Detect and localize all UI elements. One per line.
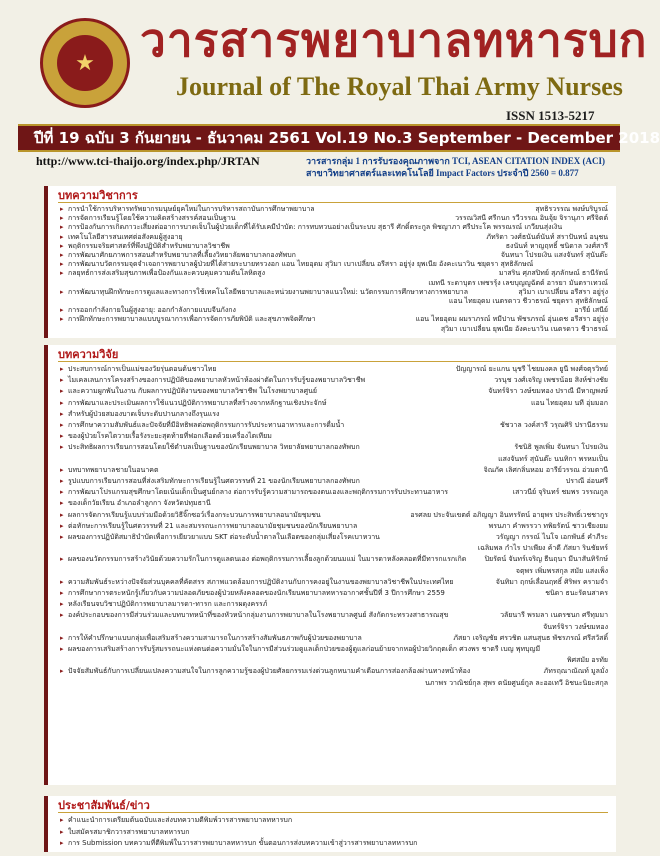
item-title: ▸ การจัดการเรียนรู้โดยใช้ความคิดสร้างสรรค์สอนเป็นฐาน: [68, 214, 236, 223]
academic-article-item: [60, 269, 608, 278]
item-authors-continued: แอน ไทยอุดม เนตรดาว ชีวาธรณ์ ชยุดรา สุทธิลักษณ์: [448, 297, 608, 306]
item-title: ▸ ประสบการณ์การเป็นแม่ของวัยรุ่นตอนต้นชาวไทย: [68, 365, 217, 373]
research-article-item: [60, 431, 608, 442]
item-title: ▸ ผลของนวัตกรรมการสร้างวินัยด้วยความรักในการดูแลตนเอง ต่อพฤติกรรมการเลี้ยงลูกด้วยนมแม่ ในมารดาหลังคลอดที่มีทารกแรกเกิด: [68, 555, 467, 564]
research-article-item: [60, 599, 608, 610]
item-title: ▸ หลังเรียนจบวิชาปฏิบัติการพยาบาลมารดา-ทารก และการผดุงครรภ์: [68, 600, 268, 609]
item-title: ▸ กลยุทธ์การส่งเสริมสุขภาพเพื่อป้องกันและควบคุมความดันโลหิตสูง: [68, 269, 265, 278]
item-title: ▸ ของผู้ป่วยโรคไตวายเรื้อรังระยะสุดท้ายที่ฟอกเลือดด้วยเครื่องไตเทียม: [68, 432, 272, 441]
item-authors: จันทนา โปรยเงิน แสงจันทร์ สุนันต๊ะ: [500, 251, 608, 260]
news-item: [60, 838, 608, 850]
item-title: ▸ ประสิทธิผลการเรียนการสอนโดยใช้ตำบลเป็นฐานของนักเรียนพยาบาล วิทยาลัยพยาบาลกองทัพบก: [68, 443, 360, 452]
item-authors: [602, 838, 608, 850]
issue-info: ปีที่ 19 ฉบับ 3 กันยายน - ธันวาคม 2561 Vol.19 No.3 September - December 2018: [34, 129, 660, 147]
research-article-item: [60, 420, 608, 431]
item-authors: [602, 431, 608, 442]
item-title: ▸ การออกกำลังกายในผู้สูงอายุ: ออกกำลังกายแบบจีนกังกง: [68, 306, 236, 315]
item-title: ▸ ผลของการเสริมสร้างการรับรู้สมรรถนะแห่งตนต่อความมั่นใจในการมีส่วนร่วมดูแลเด็กป่วยของผู้ดูแลก่อนย้ายจากหอผู้ป่วยวิกฤตเด็ก ศวงพร ชาตรี เบญ พุทบุญมี: [68, 645, 541, 654]
item-authors: ชนิดา ธนะรัตนสาคร: [545, 589, 608, 598]
item-authors: ปิยรัตน์ จันทร์เจริญ ธีนฤนา มีนาสันทิรักษ์: [484, 555, 608, 564]
item-authors: ภัสยา เจริญชัย ศรวชิต แสนสุนธ พัชรภรณ์ ศรีสวัสดิ์: [453, 633, 608, 642]
item-title: ▸ รูปแบบการเรียนการสอนที่ส่งเสริมทักษะการเรียนรู้ในศตวรรษที่ 21 ของนักเรียนพยาบาลกองทัพบก: [68, 477, 360, 486]
item-authors: ชัชวาล วงค์สารี วรุณศิริ ปรานีธรรม: [499, 421, 608, 430]
research-article-item: [60, 554, 608, 565]
item-title: ▸ เทคโนโลยีสารสนเทศต่อสังคมผู้สูงอายุ: [68, 232, 183, 241]
item-authors: ปัญญารณ์ ยะแกน นุชรี ไชยมงคล ยูนี พงศ์จตุรวิทย์: [455, 365, 608, 373]
research-article-item: [60, 465, 608, 476]
item-authors-continued: สุวิมา เบาเปลี่ยน ยุพเนีย อังคะนาวิน เนตรดาว ชีวาธรณ์: [440, 324, 608, 333]
item-title: ▸ ของเด็กวัยเรียน อำเภอลำลูกกา จังหวัดปทุมธานี: [68, 499, 211, 508]
research-article-item: [60, 498, 608, 509]
news-section: [44, 796, 616, 852]
item-title: ▸ การศึกษาการตระหนักรู้เกี่ยวกับความปลอดภัยของผู้ป่วยหลังคลอดของนักเรียนพยาบาลทหารอากาศชั้นปีที่ 3 ปีการศึกษา 2559: [68, 589, 445, 598]
item-title: ▸ องค์ประกอบของการมีส่วนร่วมและบทบาทหน้าที่ของหัวหน้ากลุ่มงานการพยาบาลในโรงพยาบาลศูนย์ สังกัดกระทรวงสาธารณสุข: [68, 611, 449, 620]
item-authors: อารีย์ เสนีย์: [574, 306, 608, 315]
item-authors: มาสริน ศุภสปิทย์ สุภลักษณ์ ธานีรัตน์: [498, 269, 608, 278]
item-authors: จันทร์จิรา วงษ์ขมทอง ปราณี มีหาญพงษ์: [488, 387, 608, 396]
research-article-item: [60, 510, 608, 521]
item-authors: วลัยนารี พรมลา เนตรชนก ศรีทุมมา: [500, 611, 608, 620]
emblem-center: [57, 35, 113, 91]
item-authors: ปราณี อ่อนศรี: [565, 477, 608, 486]
item-title: ▸ การพัฒนาทุนฝึกทักษะการดูแลและทางการใช้เทคโนโลยีพยาบาลและหน่วยงานพยาบาลแนวใหม่: นวัตกรรมการศึกษาทางการพยาบาล: [68, 287, 469, 296]
item-authors: เสาวนีย์ จุรินทร์ ชมพร วรรณกูล: [512, 488, 608, 497]
item-authors: [602, 599, 608, 610]
item-authors: สุวิมา เบาเปลี่ยน อรีสรา อยู่รุ่ง: [518, 287, 608, 296]
academic-article-item: [60, 251, 608, 260]
article-list: [48, 364, 616, 689]
research-article-item: [60, 375, 608, 386]
item-title: ▸ สำหรับผู้ป่วยสมองบาดเจ็บระดับปานกลางถึงรุนแรง: [68, 409, 220, 418]
research-article-item: [60, 409, 608, 420]
research-article-item: [60, 476, 608, 487]
section-title: บทความวิจัย: [58, 348, 608, 362]
item-title: ▸ การศึกษาความสัมพันธ์และปัจจัยที่มีอิทธิพลต่อพฤติกรรมการรับประทานอาหารและการดื่มน้ำ: [68, 421, 345, 430]
item-authors-continued: เฉลิมพล กำไร ปาเพียง ค้าดี ภัสยา รินชัยทร์: [477, 544, 608, 553]
item-title: ▸ การพัฒนาศักยภาพการสอนสำหรับพยาบาลที่เลี้ยงวิทยาลัยพยาบาลกองทัพบก: [68, 251, 296, 260]
research-articles-section: [44, 345, 616, 785]
item-title: ▸ ความสัมพันธ์ระหว่างปัจจัยส่วนบุคคลที่คัดสรร สภาพแวดล้อมการปฏิบัติงานกับการคงอยู่ในงานของพยาบาลวิชาชีพในประเทศไทย: [68, 577, 454, 586]
item-authors: ภัทรฤณาณัณท์ มูลมั่ง: [543, 667, 608, 676]
research-article-item: [60, 577, 608, 588]
item-authors-continued: จันทร์จิรา วงษ์ขมทอง: [543, 622, 608, 631]
research-article-item: [60, 364, 608, 375]
research-article-item: [60, 442, 608, 453]
star-icon: ★: [75, 51, 95, 76]
article-list: [48, 205, 616, 334]
item-title: ▸ และความผูกพันในงาน กับผลการปฏิบัติงานของพยาบาลวิชาชีพ ในโรงพยาบาลศูนย์: [68, 387, 317, 396]
item-title: ▸ การ Submission บทความที่ตีพิมพ์ในวารสารพยาบาลทหารบก ขั้นตอนการส่งบทความเข้าสู่วารสารพยาบาลทหารบก: [68, 839, 418, 848]
research-article-item: [60, 398, 608, 409]
academic-article-item: [60, 223, 608, 232]
item-authors: สุทธิรวรรณ พงษ์บริบูรณ์: [535, 205, 608, 213]
item-title: ▸ การฝึกทักษะการพยาบาลแบบบูรณาการเพื่อการจัดการภัยพิบัติ และสุขภาพจิตศึกษา: [68, 315, 316, 324]
item-title: ▸ ใบสมัครสมาชิกวารสารพยาบาลทหารบก: [68, 827, 190, 836]
index-info-line-1: วารสารกลุ่ม 1 การรับรองคุณภาพจาก TCI, ASEAN CITATION INDEX (ACI): [306, 156, 605, 166]
item-title: ▸ ผลของการปฏิบัติสมาธิบำบัดเพื่อการเยียวยาแบบ SKT ต่อระดับน้ำตาลในเลือดของกลุ่มเสี่ยงโรคเบาหวาน: [68, 533, 380, 542]
item-authors-continued: พิศสมัย อรทัย: [567, 656, 608, 665]
item-authors: วรนุช วงศ์เจริญ เพชรน้อย สิงห์ช่างชัย: [494, 376, 608, 385]
academic-article-item: [60, 288, 608, 297]
item-authors: [602, 260, 608, 269]
item-authors-continued: นภาพร วาณิชย์กุล สุพร ตนัยศูนย์กูล ละออเทวี อิชนะนิยะสกุล: [425, 678, 608, 687]
journal-title-thai: วารสารพยาบาลทหารบก: [140, 13, 648, 67]
research-article-item: [60, 386, 608, 397]
item-authors: ภัทริดา วงศ์ธนันต์นันท์ สราปันทน์ อนุชน: [486, 232, 608, 241]
item-authors: [602, 409, 608, 420]
item-authors: วรรณวิสนี ศรีกนก รวีวรรณ อินจุ้ย จิรานุภา ศรีจิตต์: [455, 214, 608, 223]
item-authors: [602, 644, 608, 655]
journal-title-english: Journal of The Royal Thai Army Nurses: [176, 72, 623, 101]
index-info-line-2: สาขาวิทยาศาสตร์และเทคโนโลยี Impact Factors ประจำปี 2560 = 0.877: [306, 168, 579, 178]
item-authors: พรนภา คำพรรวา ทพิยรัตน์ ชาวเชียงยม: [488, 521, 608, 530]
research-article-item: [60, 588, 608, 599]
item-authors-continued: เมทนี ระดาบุตร เพชรรุ้ง เลขบุญญูฉัตต์ อารยา มันตราเทวณ์: [428, 278, 608, 287]
item-authors: [602, 498, 608, 509]
research-article-item: [60, 666, 608, 677]
issue-banner: [18, 124, 660, 152]
item-authors: [602, 815, 608, 827]
research-article-item: [60, 644, 608, 655]
news-list: [48, 815, 616, 850]
research-article-item: [60, 633, 608, 644]
item-title: ▸ บทบาทพยาบาลชายในอนาคต: [68, 465, 159, 474]
item-title: ▸ การป้องกันการเกิดภาวะเสี่ยงต่ออาการบาดเจ็บในผู้ป่วยเด็กที่ได้รับเคมีบำบัด: การทบทวนอย่างเป็นระบบ สุธารี ศักดิ์ตระกูล พิชญาภา ศรีประโค พรรณรณ์ เกวียนสุ่งเงิน: [68, 223, 563, 232]
item-authors-continued: แสงจันทร์ สุนันต๊ะ นนทิกา พรหมเป็น: [498, 454, 608, 463]
item-authors: ธงนันท์ หาญฤทธิ์ ชนิดาล วงศ์สารี: [505, 241, 608, 250]
section-title: ประชาสัมพันธ์/ข่าว: [58, 799, 608, 813]
item-authors: จิณภัค เลิศกลิ่นหอม อารีย์วรรณ อ่วมตานี: [483, 465, 608, 474]
item-authors: วรัญญา กรรณ์ ไนโจ เอกพันธ์ คำภีระ: [495, 533, 608, 542]
item-authors: [602, 223, 608, 232]
news-item: [60, 815, 608, 827]
item-title: ▸ พฤติกรรมจริยศาสตร์ที่พึงปฏิบัติสำหรับพยาบาลวิชาชีพ: [68, 241, 230, 250]
news-item: [60, 827, 608, 839]
item-authors: แอน ไทยอุดม นที อุ่มมอก: [530, 398, 608, 407]
item-authors: แอน ไทยอุดม ผมราภรณ์ หมีปาน พัชรภรณ์ อุ่นเดช อรีสรา อยู่รุ่ง: [415, 315, 608, 324]
academic-article-item: [60, 205, 608, 214]
academic-articles-section: [44, 186, 616, 338]
item-title: ▸ การพัฒนาโปรแกรมสุขศึกษาโดยเน้นเด็กเป็นศูนย์กลาง ต่อการรับรู้ความสามารถของตนเองและพฤติกรรมการรับประทานอาหาร: [68, 488, 449, 497]
journal-url[interactable]: http://www.tci-thaijo.org/index.php/JRTAN: [36, 154, 260, 168]
emblem-logo: [40, 18, 130, 108]
research-article-item: [60, 487, 608, 498]
academic-article-item: [60, 315, 608, 324]
item-authors-continued: จตุพร เพิ่มพรสกุล สมัย แสงเพ็ง: [515, 566, 608, 575]
item-authors: รัชนิธิ พูลเพิ่ม จันทนา โปรยเงิน: [514, 443, 608, 452]
section-title: บทความวิชาการ: [58, 189, 608, 203]
item-authors: [602, 827, 608, 839]
academic-article-item: [60, 233, 608, 242]
item-authors: จันทิมา ฤกษ์เลื่อนฤทธิ์ ศิริพร ครามจำ: [495, 577, 608, 586]
item-title: ▸ การนำใช้การบริหารทรัพยากรมนุษย์ยุคใหม่ในการบริหารสถาบันการศึกษาพยาบาล: [68, 205, 315, 213]
item-title: ▸ คำแนะนำการเตรียมต้นฉบับและส่งบทความตีพิมพ์วารสารพยาบาลทหารบก: [68, 816, 293, 824]
academic-article-item: [60, 242, 608, 251]
item-title: ▸ การพัฒนาบวัตกรรมจุดจำเจอการพยาบาลผู้ป่วยที่ได้สายระบายทรวงอก แอน ไทยอุดม สุวิมา เบาเปลี่ยน อรีสรา อยู่รุ่ง ยุพเนีย อังคะเนาวิน ชยุดรา สุทธิลักษณ์: [68, 260, 534, 269]
research-article-item: [60, 610, 608, 621]
issn-number: ISSN 1513-5217: [506, 108, 595, 123]
item-title: ▸ การพัฒนาและประเมินผลการใช้แนวปฏิบัติการพยาบาลที่สร้างจากหลักฐานเชิงประจักษ์: [68, 398, 327, 407]
research-article-item: [60, 532, 608, 543]
item-title: ▸ การให้คำปรึกษาแบบกลุ่มเพื่อเสริมสร้างความสามารถในการสร้างสัมพันธภาพกับผู้ป่วยของพยาบาล: [68, 633, 362, 642]
item-title: ▸ ปัจจัยสัมพันธ์กับการเปลี่ยนแปลงความสนใจในการลูกความรู้ของผู้ป่วยศัลยกรรมเร่งด่วนลูกหนามคำเตือนการส่องกล้องผ่านทางหน้าท้อง: [68, 667, 471, 676]
research-article-item: [60, 521, 608, 532]
item-title: ▸ ต่อทักษะการเรียนรู้ในศตวรรษที่ 21 และสมรรถนะการพยาบาลอนามัยชุมชนของนักเรียนพยาบาล: [68, 521, 358, 530]
item-title: ▸ ไมเคลเลนการโครงสร้างของการปฏิบัติของพยาบาลหัวหน้าห้องผ่าตัดในการรับรู้ของพยาบาลวิชาชีพ: [68, 376, 366, 385]
item-authors: อรศลย ประจันเขตต์ อภิญญา อินทรรัตน์ อายุพร ประสิทธิ์เวชชากูร: [410, 510, 608, 519]
item-title: ▸ ผลการจัดการเรียนรู้แบบร่วมมือด้วยวิธีจิ๊กซอว์เรื่องกระบวนการพยาบาลอนามัยชุมชน: [68, 510, 321, 519]
